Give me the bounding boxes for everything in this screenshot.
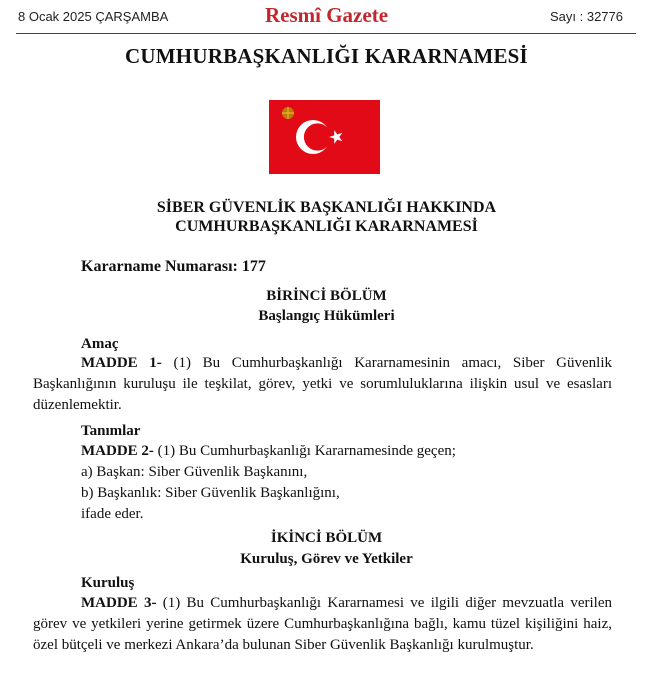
part-1-subheading: Başlangıç Hükümleri [258, 308, 395, 324]
issue-date: 8 Ocak 2025 ÇARŞAMBA [18, 9, 169, 24]
article-2-text: (1) Bu Cumhurbaşkanlığı Kararnamesinde geçen; [153, 443, 456, 459]
definitions-label: Tanımlar [81, 423, 141, 439]
part-2-subheading: Kuruluş, Görev ve Yetkiler [240, 551, 413, 567]
article-3-line-1 [81, 595, 612, 612]
issue-number: Sayı : 32776 [550, 9, 623, 24]
decree-title-line-2: CUMHURBAŞKANLIĞI KARARNAMESİ [175, 218, 478, 235]
part-1-heading: BİRİNCİ BÖLÜM [266, 288, 387, 304]
article-1-number: MADDE 1- [81, 355, 162, 371]
article-3-line-2: görev ve yetkileri yerine getirmek üzere Cumhurbaşkanlığına bağlı, kamu tüzel kişiliğini haiz, [33, 616, 612, 632]
definition-item-b: b) Başkanlık: Siber Güvenlik Başkanlığını, [81, 485, 340, 501]
article-1-line-3: düzenlemektir. [33, 397, 122, 413]
gazette-title: Resmî Gazete [264, 3, 389, 27]
decree-title-line-1: SİBER GÜVENLİK BAŞKANLIĞI HAKKINDA [156, 199, 497, 216]
article-2-number: MADDE 2- [81, 443, 154, 459]
part-2-heading: İKİNCİ BÖLÜM [270, 530, 383, 546]
article-1-text: (1) Bu Cumhurbaşkanlığı Kararnamesinin amacı, Siber Güvenlik [173, 355, 613, 371]
article-3-number: MADDE 3- [81, 595, 157, 611]
article-3-text: (1) Bu Cumhurbaşkanlığı Kararnamesi ve ilgili diğer mevzuatla verilen [156, 595, 612, 611]
masthead [0, 0, 653, 34]
article-1-line-2: Başkanlığının kuruluşu ile teşkilat, görev, yetki ve sorumluluklarına ilişkin usul ve esasları [33, 376, 612, 392]
crescent-star-icon [269, 100, 380, 174]
establishment-label: Kuruluş [81, 575, 135, 591]
turkish-flag-emblem [269, 100, 380, 174]
decree-number: Kararname Numarası: 177 [81, 258, 266, 275]
definition-item-a: a) Başkan: Siber Güvenlik Başkanını, [81, 464, 308, 480]
purpose-label: Amaç [81, 336, 119, 352]
article-3-line-3: özel bütçeli ve merkezi Ankara’da bulunan Siber Güvenlik Başkanlığı kurulmuştur. [33, 637, 534, 653]
definitions-closing: ifade eder. [81, 506, 144, 522]
article-1-line-1 [81, 355, 612, 372]
decree-type-heading: CUMHURBAŞKANLIĞI KARARNAMESİ [125, 44, 528, 68]
article-2-line-1 [81, 443, 456, 460]
masthead-divider [16, 33, 636, 34]
